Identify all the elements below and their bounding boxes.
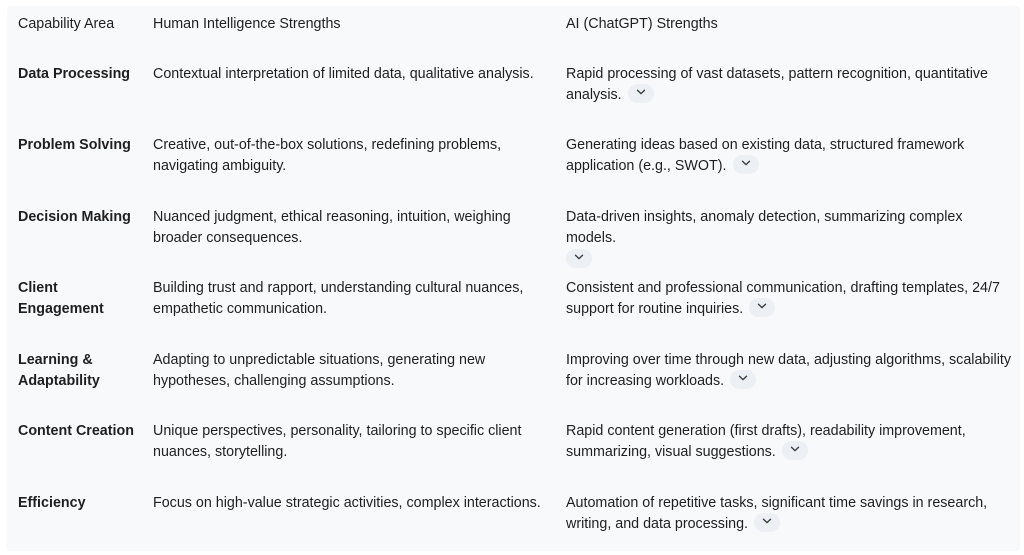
capability-area-label: Data Processing: [18, 66, 131, 82]
capability-area-label: Learning & Adaptability: [18, 352, 100, 389]
ai-strengths-text: Data-driven insights, anomaly detection, summarizing complex models.: [566, 209, 963, 246]
human-strengths-cell: Focus on high-value strategic activities, complex interactions.: [153, 495, 541, 511]
expand-button[interactable]: [733, 155, 759, 174]
chevron-down-icon: [790, 446, 800, 452]
expand-button[interactable]: [566, 249, 592, 268]
chevron-down-icon: [738, 375, 748, 381]
ai-strengths-cell: [566, 64, 1011, 105]
ai-strengths-cell: [566, 135, 1011, 176]
human-strengths-cell: Building trust and rapport, understanding cultural nuances, empathetic communication.: [153, 280, 524, 317]
expand-button[interactable]: [754, 513, 780, 532]
capability-area-label: Client Engagement: [18, 280, 104, 317]
ai-strengths-text: Improving over time through new data, adjusting algorithms, scalability for increasing workloads.: [566, 352, 1012, 389]
chevron-down-icon: [757, 303, 767, 309]
expand-button[interactable]: [628, 84, 654, 103]
ai-strengths-cell: [566, 421, 1011, 462]
human-strengths-cell: Unique perspectives, personality, tailoring to specific client nuances, storytelling.: [153, 423, 522, 460]
ai-strengths-cell: [566, 350, 1011, 391]
expand-button[interactable]: [730, 370, 756, 389]
capability-area-label: Decision Making: [18, 209, 131, 225]
chevron-down-icon: [574, 254, 584, 260]
chevron-down-icon: [741, 160, 751, 166]
chevron-down-icon: [636, 89, 646, 95]
column-header-human-strengths: Human Intelligence Strengths: [153, 16, 341, 32]
ai-strengths-cell: [566, 207, 1011, 268]
capability-area-label: Problem Solving: [18, 137, 131, 153]
ai-strengths-text: Generating ideas based on existing data, structured framework application (e.g., SWOT).: [566, 137, 965, 174]
ai-strengths-text: Automation of repetitive tasks, significant time savings in research, writing, and data processing.: [566, 495, 988, 532]
human-strengths-cell: Creative, out-of-the-box solutions, redefining problems, navigating ambiguity.: [153, 137, 502, 174]
ai-strengths-cell: [566, 278, 1011, 319]
column-header-capability-area: Capability Area: [18, 16, 115, 32]
expand-button[interactable]: [749, 298, 775, 317]
column-header-ai-strengths: AI (ChatGPT) Strengths: [566, 16, 718, 32]
ai-strengths-text: Rapid processing of vast datasets, pattern recognition, quantitative analysis.: [566, 66, 989, 103]
human-strengths-cell: Adapting to unpredictable situations, generating new hypotheses, challenging assumptions.: [153, 352, 486, 389]
ai-strengths-cell: [566, 493, 1011, 534]
capability-area-label: Efficiency: [18, 495, 86, 511]
human-strengths-cell: Contextual interpretation of limited data, qualitative analysis.: [153, 66, 534, 82]
ai-strengths-text: Rapid content generation (first drafts), readability improvement, summarizing, visual suggestions.: [566, 423, 966, 460]
comparison-table: [7, 6, 1020, 551]
expand-button[interactable]: [782, 441, 808, 460]
human-strengths-cell: Nuanced judgment, ethical reasoning, intuition, weighing broader consequences.: [153, 209, 511, 246]
capability-area-label: Content Creation: [18, 423, 134, 439]
chevron-down-icon: [762, 518, 772, 524]
ai-strengths-text: Consistent and professional communication, drafting templates, 24/7 support for routine inquiries.: [566, 280, 1000, 317]
